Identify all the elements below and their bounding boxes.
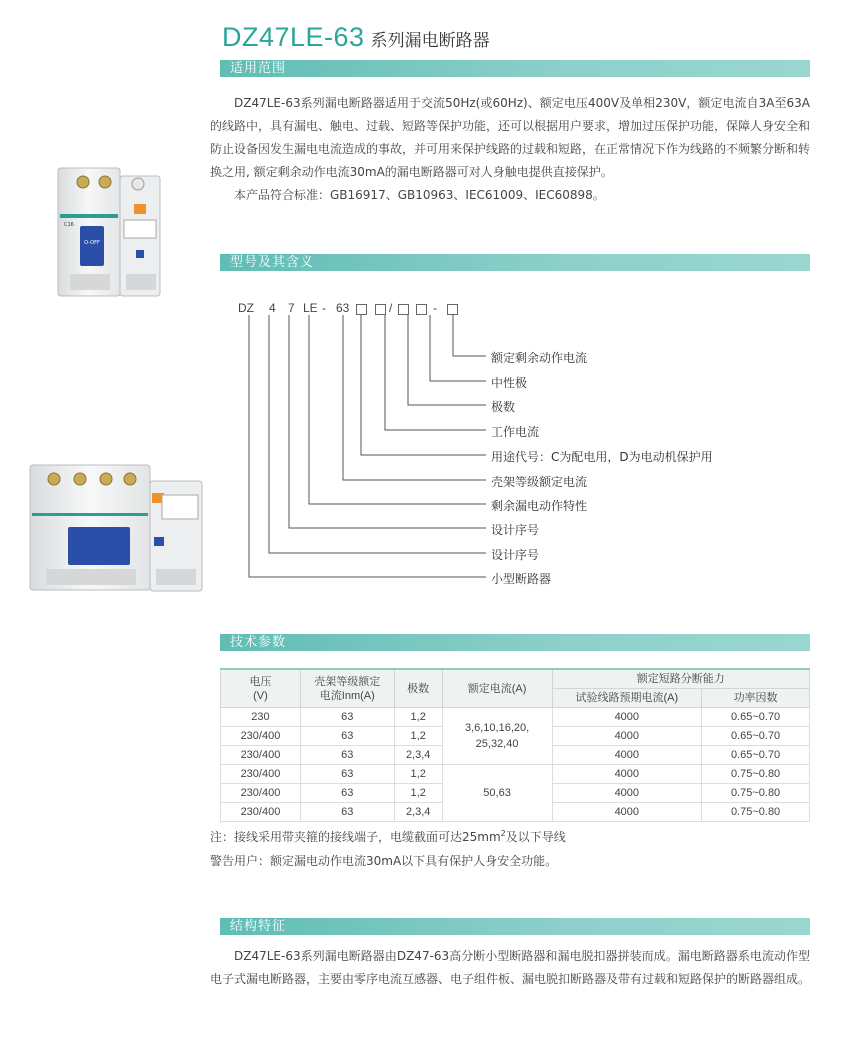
code-dash-2: - bbox=[433, 301, 437, 315]
cell-frame: 63 bbox=[300, 765, 394, 784]
table-row bbox=[221, 765, 810, 784]
cell-poles: 1,2 bbox=[394, 727, 442, 746]
scope-paragraph bbox=[210, 92, 810, 207]
cell-voltage: 230/400 bbox=[221, 765, 301, 784]
leader-9 bbox=[269, 315, 486, 553]
scope-text-2: 本产品符合标准：GB16917、GB10963、IEC61009、IEC60898。 bbox=[234, 188, 605, 202]
rated-values-b: 25,32,40 bbox=[475, 738, 519, 750]
th-voltage bbox=[221, 669, 301, 708]
page-title bbox=[222, 22, 490, 56]
cell-frame: 63 bbox=[300, 803, 394, 822]
cell-frame: 63 bbox=[300, 784, 394, 803]
th-voltage-unit: (V) bbox=[253, 689, 268, 702]
rating-label: C16 bbox=[64, 222, 74, 228]
cell-voltage: 230/400 bbox=[221, 746, 301, 765]
legend-item-4: 工作电流 bbox=[491, 425, 540, 439]
note-wiring-text: 注：接线采用带夹箍的接线端子，电缆截面可达25mm bbox=[210, 830, 501, 844]
legend-item-5: 用途代号：C为配电用，D为电动机保护用 bbox=[491, 450, 713, 464]
breaker-2pole-image bbox=[50, 162, 168, 312]
th-breaking: 额定短路分断能力 bbox=[552, 669, 810, 689]
leader-2 bbox=[430, 315, 486, 381]
scope-text-1: DZ47LE-63系列漏电断路器适用于交流50Hz(或60Hz)、额定电压400V及单相230V，额定电流自3A至63A的线路中，具有漏电、触电、过载、短路等保护功能，还可以根据用户要求，增加过压保护功能，保障人身安全和防止设备因发生漏电电流造成的事故，并可用来保护线路的过载和短路，在正常情况下作为线路的不频繁分断和转换之用, 额定剩余动作电流30mA的漏电断路器可对人身触电提供直接保护。 bbox=[210, 96, 811, 179]
th-voltage-label: 电压 bbox=[249, 675, 272, 688]
cell-test: 4000 bbox=[552, 803, 702, 822]
cell-pf: 0.75~0.80 bbox=[702, 803, 810, 822]
title-model: DZ47LE-63 bbox=[222, 22, 365, 52]
leader-10 bbox=[249, 315, 486, 577]
note-warning: 警告用户：额定漏电动作电流30mA以下具有保护人身安全功能。 bbox=[210, 854, 558, 868]
code-slash: / bbox=[389, 301, 393, 315]
leader-3 bbox=[408, 315, 486, 405]
note-wiring-text-2: 及以下导线 bbox=[505, 830, 566, 844]
code-63: 63 bbox=[336, 301, 350, 315]
title-series: 系列漏电断路器 bbox=[370, 31, 490, 51]
code-box-4 bbox=[416, 304, 427, 315]
legend-item-10: 小型断路器 bbox=[491, 572, 552, 586]
section-title-model: 型号及其含义 bbox=[230, 255, 315, 270]
section-bar-tech bbox=[220, 634, 810, 651]
cell-pf: 0.65~0.70 bbox=[702, 727, 810, 746]
cell-voltage: 230/400 bbox=[221, 727, 301, 746]
note-wiring-sup: 2 bbox=[500, 829, 506, 838]
leader-8 bbox=[289, 315, 486, 528]
section-bar-structure bbox=[220, 918, 810, 935]
code-box-3 bbox=[398, 304, 409, 315]
th-power-factor: 功率因数 bbox=[702, 689, 810, 708]
cell-test: 4000 bbox=[552, 746, 702, 765]
rated-values-a: 3,6,10,16,20, bbox=[464, 722, 530, 734]
cell-poles: 1,2 bbox=[394, 708, 442, 727]
leader-5 bbox=[361, 315, 486, 455]
cell-test: 4000 bbox=[552, 784, 702, 803]
code-box-2 bbox=[375, 304, 386, 315]
leader-1 bbox=[453, 315, 486, 356]
cell-rated-1 bbox=[442, 708, 552, 765]
cell-rated-2: 50,63 bbox=[442, 765, 552, 822]
cell-voltage: 230/400 bbox=[221, 784, 301, 803]
cell-test: 4000 bbox=[552, 765, 702, 784]
section-title-tech: 技术参数 bbox=[230, 635, 287, 650]
code-box-5 bbox=[447, 304, 458, 315]
th-frame bbox=[300, 669, 394, 708]
legend-item-8: 设计序号 bbox=[491, 523, 540, 537]
leader-7 bbox=[309, 315, 486, 504]
cell-voltage: 230 bbox=[221, 708, 301, 727]
code-7: 7 bbox=[288, 301, 295, 315]
cell-pf: 0.65~0.70 bbox=[702, 708, 810, 727]
structure-text: DZ47LE-63系列漏电断路器由DZ47-63高分断小型断路器和漏电脱扣器拼装而成。漏电断路器系电流动作型电子式漏电断路器，主要由零序电流互感器、电子组件板、漏电脱扣断路器及带有过载和短路保护的断路器组成。 bbox=[210, 949, 811, 986]
code-box-1 bbox=[356, 304, 367, 315]
tech-params-table bbox=[220, 668, 810, 822]
cell-poles: 1,2 bbox=[394, 765, 442, 784]
section-title-scope: 适用范围 bbox=[230, 61, 287, 76]
leader-4 bbox=[385, 315, 486, 430]
legend-item-3: 极数 bbox=[491, 400, 516, 414]
th-rated: 额定电流(A) bbox=[442, 669, 552, 708]
code-dz: DZ bbox=[238, 301, 254, 315]
th-frame-label: 壳架等级额定 bbox=[314, 675, 381, 688]
legend-item-6: 壳架等级额定电流 bbox=[491, 475, 588, 489]
cell-pf: 0.65~0.70 bbox=[702, 746, 810, 765]
th-frame-label-2: 电流Inm(A) bbox=[319, 689, 375, 702]
section-bar-model bbox=[220, 254, 810, 271]
legend-item-9: 设计序号 bbox=[491, 548, 540, 562]
cell-poles: 1,2 bbox=[394, 784, 442, 803]
cell-poles: 2,3,4 bbox=[394, 803, 442, 822]
cell-test: 4000 bbox=[552, 727, 702, 746]
cell-frame: 63 bbox=[300, 708, 394, 727]
cell-pf: 0.75~0.80 bbox=[702, 765, 810, 784]
breaker-4pole-image bbox=[22, 455, 212, 600]
cell-frame: 63 bbox=[300, 727, 394, 746]
th-test-current: 试验线路预期电流(A) bbox=[552, 689, 702, 708]
structure-paragraph bbox=[210, 945, 810, 991]
code-le: LE bbox=[303, 301, 318, 315]
legend-item-1: 额定剩余动作电流 bbox=[491, 351, 588, 365]
cell-voltage: 230/400 bbox=[221, 803, 301, 822]
cell-test: 4000 bbox=[552, 708, 702, 727]
code-4: 4 bbox=[269, 301, 276, 315]
cell-poles: 2,3,4 bbox=[394, 746, 442, 765]
note-wiring bbox=[210, 828, 566, 845]
th-poles: 极数 bbox=[394, 669, 442, 708]
legend-item-7: 剩余漏电动作特性 bbox=[491, 499, 588, 513]
leader-6 bbox=[343, 315, 486, 480]
section-bar-scope bbox=[220, 60, 810, 77]
table-row bbox=[221, 708, 810, 727]
section-title-structure: 结构特征 bbox=[230, 919, 287, 934]
cell-pf: 0.75~0.80 bbox=[702, 784, 810, 803]
cell-frame: 63 bbox=[300, 746, 394, 765]
on-off-label: O-OFF bbox=[84, 240, 100, 246]
legend-item-2: 中性极 bbox=[491, 376, 528, 390]
code-dash: - bbox=[322, 301, 326, 315]
